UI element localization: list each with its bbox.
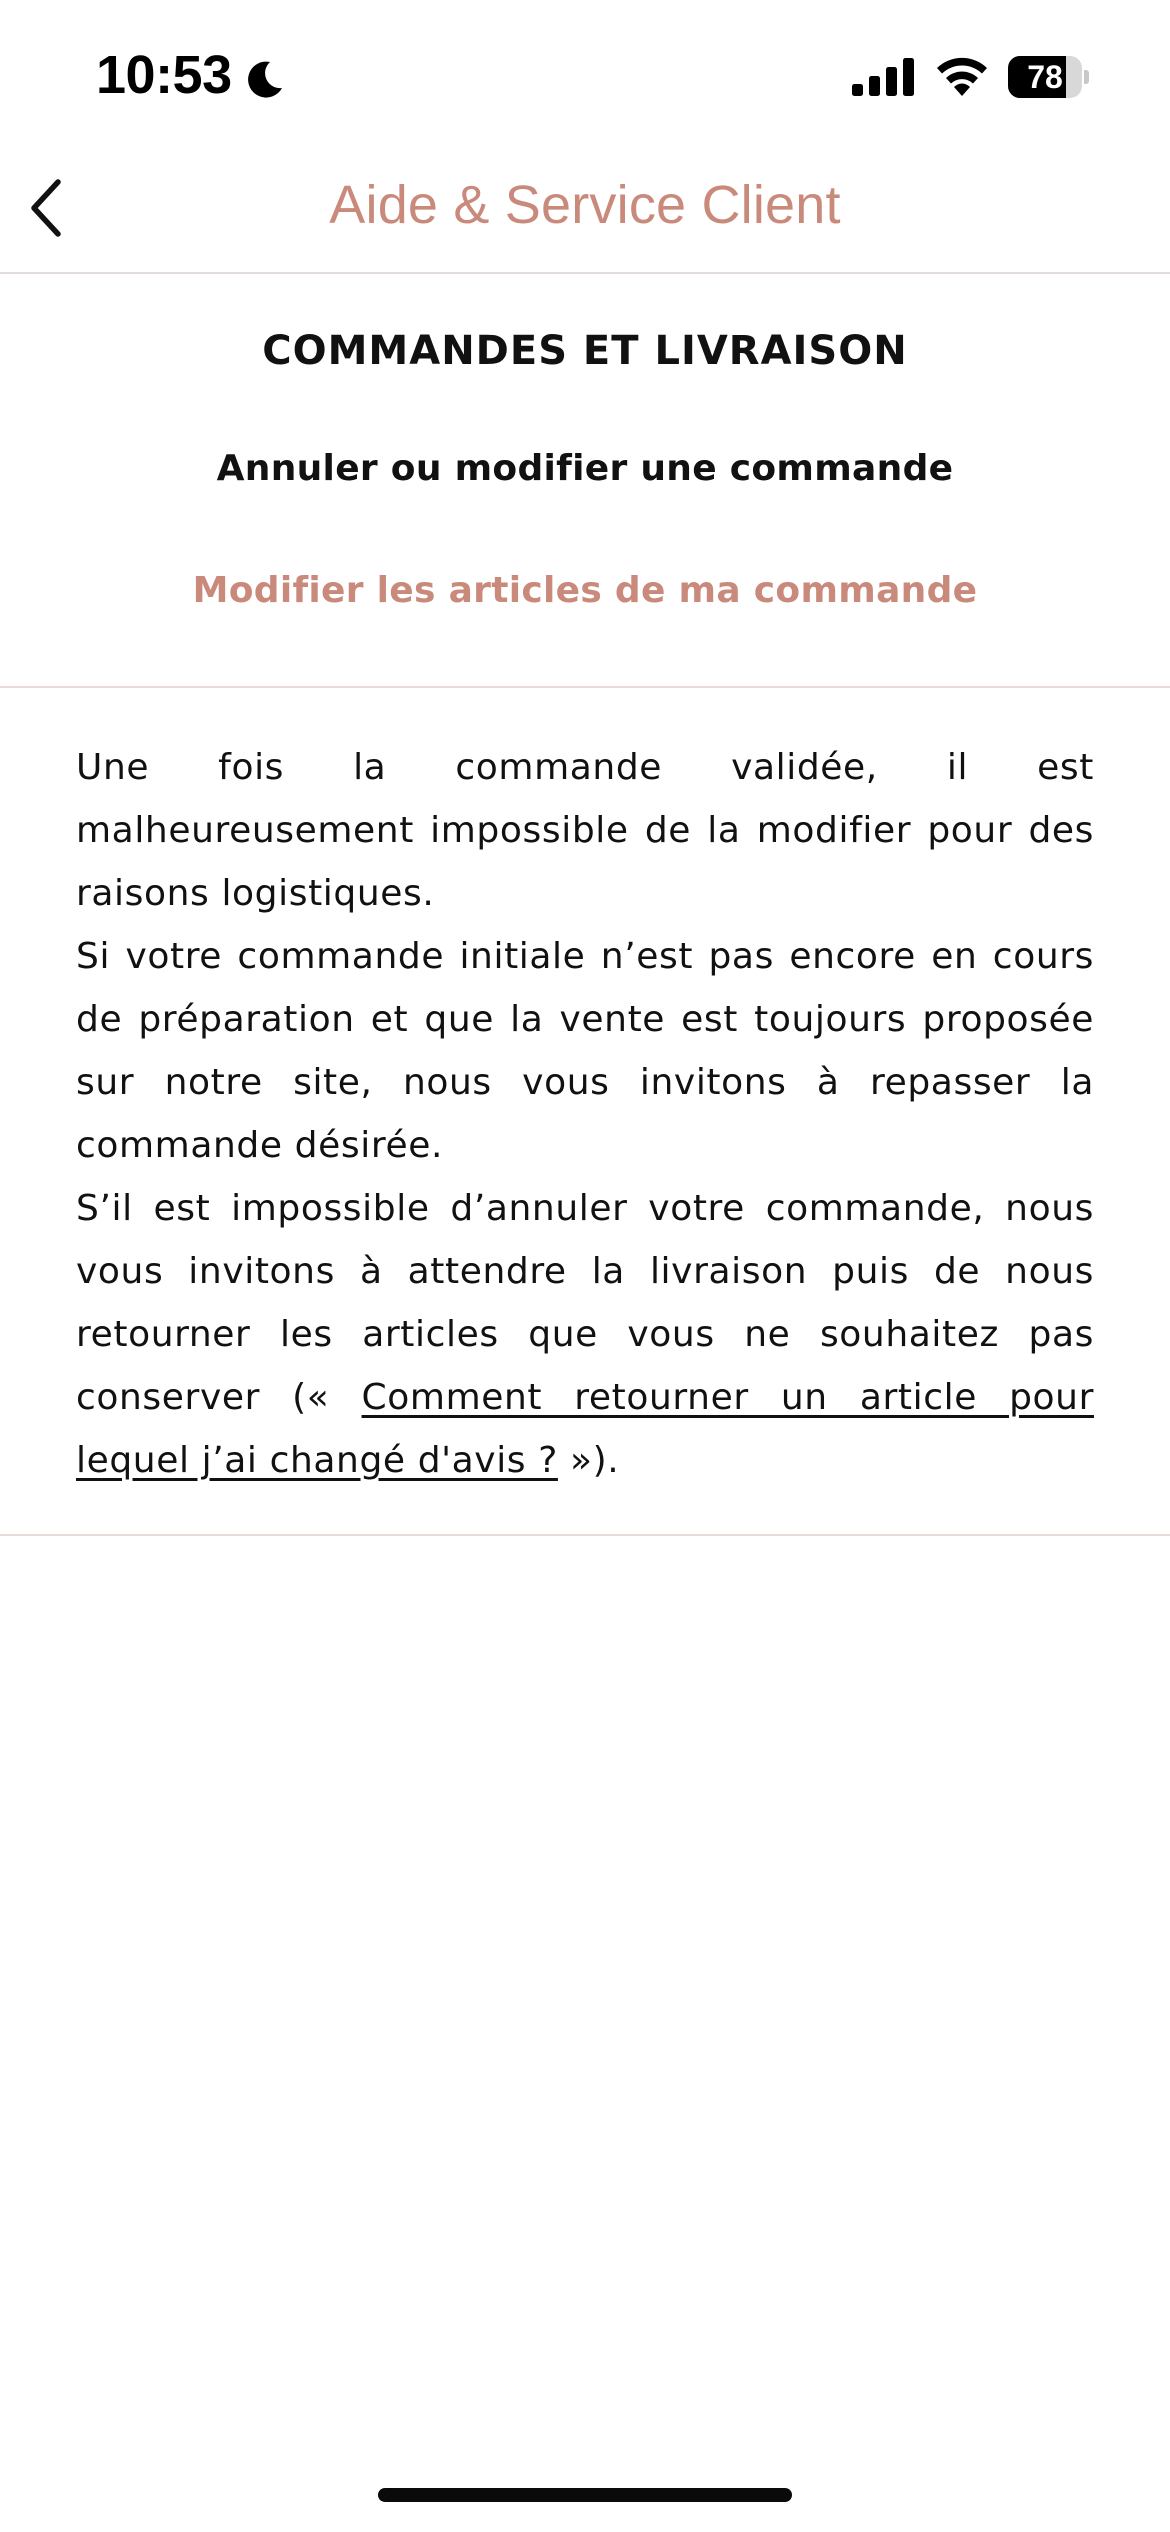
nav-header bbox=[0, 150, 1170, 274]
answer-paragraph-3-text: S’il est impossible d’annuler votre commande, nous vous invitons à attendre la livraison puis de nous retourner les articles que vous ne souhaitez pas conserver (« bbox=[76, 1188, 1094, 1418]
section-title: COMMANDES ET LIVRAISON bbox=[262, 328, 908, 374]
battery-tip bbox=[1084, 70, 1089, 84]
divider bbox=[0, 1534, 1170, 1536]
answer-paragraph-2: Si votre commande initiale n’est pas encore en cours de préparation et que la vente est toujours proposée sur notre site, nous vous invitons à repasser la commande désirée. bbox=[76, 936, 1094, 1166]
cellular-signal-icon bbox=[852, 58, 914, 96]
return-article-link[interactable]: Comment retourner un article pour lequel j’ai changé d'avis ? bbox=[76, 1377, 1094, 1481]
answer-paragraph-3-end: »). bbox=[557, 1440, 620, 1481]
status-bar bbox=[0, 0, 1170, 150]
battery-indicator bbox=[1008, 56, 1088, 98]
answer-paragraph-1: Une fois la commande validée, il est malheureusement impossible de la modifier pour des raisons logistiques. bbox=[76, 747, 1094, 914]
page-title: Aide & Service Client bbox=[329, 175, 841, 235]
status-time: 10:53 bbox=[96, 45, 232, 105]
battery-body bbox=[1008, 56, 1082, 98]
question-title[interactable]: Modifier les articles de ma commande bbox=[192, 570, 978, 611]
subsection-title: Annuler ou modifier une commande bbox=[216, 448, 954, 489]
home-indicator[interactable] bbox=[378, 2488, 792, 2502]
answer-paragraph-3 bbox=[76, 1177, 1094, 1492]
battery-level: 78 bbox=[1027, 59, 1063, 95]
answer-text bbox=[76, 736, 1094, 1492]
divider bbox=[0, 686, 1170, 688]
wifi-icon bbox=[934, 54, 990, 96]
moon-icon bbox=[244, 58, 286, 100]
